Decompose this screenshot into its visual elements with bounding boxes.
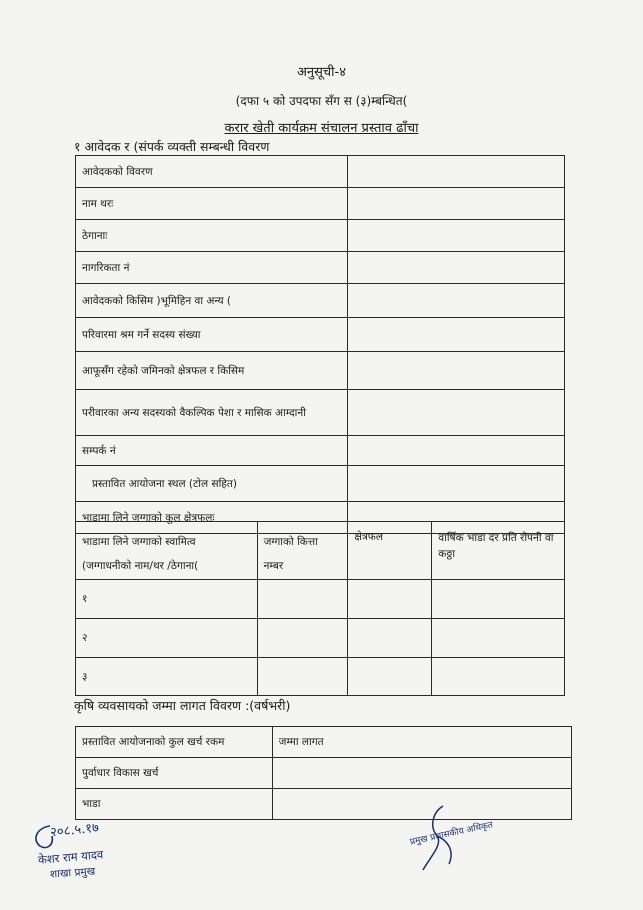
left-signature-title: शाखा प्रमुख [49, 865, 96, 881]
reference-line: (दफा ५ को उपदफा सँग स (३)म्बन्धित( [235, 94, 408, 108]
area-header: क्षेत्रफल [348, 522, 432, 580]
total-cost-value: जम्मा लागत [272, 727, 571, 758]
left-signature-name: केशर राम यादव [37, 847, 104, 867]
land-owner-header-line2: (जग्गाधनीको नाम/थर /ठेगाना( [82, 560, 199, 572]
plot-number-header-line2: नम्बर [263, 560, 284, 572]
plot-number-header-line1: जग्गाको कित्ता [263, 536, 318, 548]
name-value [348, 188, 565, 220]
applicant-type-label: आवेदकको किसिम )भूमिहिन वा अन्य ( [76, 284, 348, 318]
land-row-1-plot [257, 580, 348, 619]
land-owner-header [76, 522, 258, 580]
land-row-3-rent [432, 658, 565, 696]
left-signature-date: २०८.५.१७ [49, 820, 100, 841]
land-row-2-rent [432, 619, 565, 658]
plot-number-header [257, 522, 348, 580]
total-cost-label: प्रस्तावित आयोजनाको कुल खर्च रकम [76, 727, 273, 758]
applicant-table [75, 155, 565, 534]
rent-cost-label: भाडा [76, 789, 273, 820]
name-label: नाम थरः [76, 188, 348, 220]
section2-heading: कृषि व्यवसायको जम्मा लागत विवरण :(वर्षभरी) [74, 698, 291, 713]
land-row-3-plot [257, 658, 348, 696]
project-site-value [348, 466, 565, 502]
land-row-1-area [348, 580, 432, 619]
right-signature-text: प्रमुख प्रशासकीय अधिकृत [409, 820, 494, 848]
land-row-1-rent [432, 580, 565, 619]
project-site-label: प्रस्तावित आयोजना स्थल (टोल सहित) [76, 466, 348, 502]
land-row-2-number: २ [76, 619, 258, 658]
citizenship-value [348, 252, 565, 284]
contact-value [348, 436, 565, 466]
right-signature [395, 800, 575, 880]
applicant-details-label: आवेदकको विवरण [76, 156, 348, 188]
applicant-type-value [348, 284, 565, 318]
land-row-3-area [348, 658, 432, 696]
page-title: करार खेती कार्यक्रम संचालन प्रस्ताव ढाँचा [224, 121, 419, 136]
land-row-1-number: १ [76, 580, 258, 619]
family-labor-label: परिवारमा श्रम गर्ने सदस्य संख्या [76, 318, 348, 352]
citizenship-label: नागरिकता नं [76, 252, 348, 284]
infrastructure-cost-value [272, 758, 571, 789]
family-labor-value [348, 318, 565, 352]
family-income-label: परीवारका अन्य सदस्यको वैकल्पिक पेशा र मासिक आम्दानी [76, 390, 348, 436]
family-income-value [348, 390, 565, 436]
annual-rent-header: वार्षिक भाडा दर प्रति रोपनी वा कठ्ठा [432, 522, 565, 580]
contact-label: सम्पर्क नं [76, 436, 348, 466]
address-label: ठेगानाः [76, 220, 348, 252]
land-table [75, 521, 565, 696]
land-row-2-area [348, 619, 432, 658]
annex-label: अनुसूची-४ [296, 65, 346, 80]
applicant-details-value [348, 156, 565, 188]
own-land-label: आफूसँग रहेको जमिनको क्षेत्रफल र किसिम [76, 352, 348, 390]
total-land-label: भाडामा लिने जग्गाको कूल क्षेत्रफलः [76, 502, 348, 534]
section1-heading: १ आवेदक र (संपर्क व्यक्ती सम्बन्धी विवरण [74, 139, 270, 154]
land-owner-header-line1: भाडामा लिने जग्गाको स्वामित्व [82, 536, 196, 548]
land-row-2-plot [257, 619, 348, 658]
land-row-3-number: ३ [76, 658, 258, 696]
address-value [348, 220, 565, 252]
own-land-value [348, 352, 565, 390]
infrastructure-cost-label: पुर्वाधार विकास खर्च [76, 758, 273, 789]
